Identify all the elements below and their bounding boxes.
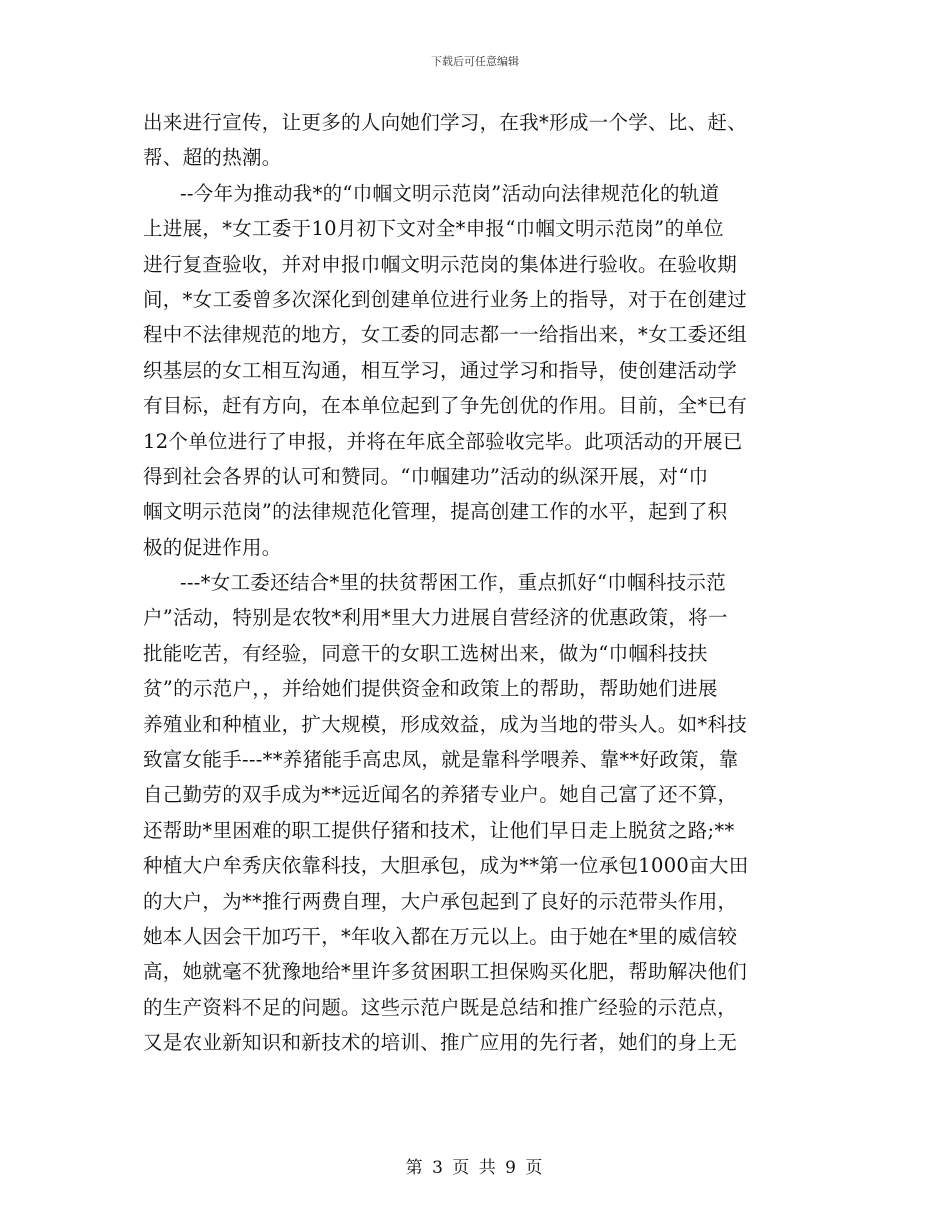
paragraph-start-line: --今年为推动我*的“巾帼文明示范岗”活动向法律规范化的轨道 — [180, 181, 720, 205]
text-line: 帼文明示范岗”的法律规范化管理，提高创建工作的水平，起到了积 — [143, 500, 728, 524]
text-line: 高，她就毫不犹豫地给*里许多贫困职工担保购买化肥，帮助解决他们 — [143, 960, 748, 984]
text-line: 的大户，为**推行两费自理，大户承包起到了良好的示范带头作用， — [143, 889, 738, 913]
text-line: 织基层的女工相互沟通，相互学习，通过学习和指导，使创建活动学 — [143, 358, 738, 382]
text-line: 的生产资料不足的问题。这些示范户既是总结和推广经验的示范点， — [143, 995, 738, 1019]
text-line: 她本人因会干加巧干，*年收入都在万元以上。由于她在*里的威信较 — [143, 924, 738, 948]
page-number-footer: 第 3 页 共 9 页 — [405, 1158, 545, 1178]
text-line: 上进展，*女工委于10月初下文对全*申报“巾帼文明示范岗”的单位 — [143, 217, 724, 241]
text-line: 还帮助*里困难的职工提供仔猪和技术，让他们早日走上脱贫之路;** — [143, 818, 735, 842]
text-line: 又是农业新知识和新技术的培训、推广应用的先行者，她们的身上无 — [143, 1031, 738, 1055]
text-line: 种植大户牟秀庆依靠科技，大胆承包，成为**第一位承包1000亩大田 — [143, 854, 749, 878]
text-line: 程中不法律规范的地方，女工委的同志都一一给指出来，*女工委还组 — [143, 323, 748, 347]
page-header: 下载后可任意编辑 — [431, 55, 519, 68]
text-line: 致富女能手---**养猪能手高忠凤，就是靠科学喂养、靠**好政策，靠 — [143, 748, 739, 772]
text-line: 养殖业和种植业，扩大规模，形成效益，成为当地的带头人。如*科技 — [143, 712, 748, 736]
text-line: 12个单位进行了申报，并将在年底全部验收完毕。此项活动的开展已 — [143, 429, 743, 453]
paragraph-start-line: ---*女工委还结合*里的扶贫帮困工作，重点抓好“巾帼科技示范 — [180, 571, 727, 595]
document-body — [143, 105, 813, 1061]
text-line: 帮、超的热潮。 — [143, 146, 282, 170]
text-line: 自己勤劳的双手成为**远近闻名的养猪专业户。她自己富了还不算， — [143, 783, 738, 807]
text-line: 得到社会各界的认可和赞同。“巾帼建功”活动的纵深开展，对“巾 — [143, 464, 709, 488]
text-line: 户”活动，特别是农牧*利用*里大力进展自营经济的优惠政策，将一 — [143, 606, 728, 630]
text-line: 极的促进作用。 — [143, 535, 282, 559]
text-line: 出来进行宣传，让更多的人向她们学习，在我*形成一个学、比、赶、 — [143, 111, 748, 134]
text-line: 批能吃苦，有经验，同意干的女职工选树出来，做为“巾帼科技扶 — [143, 641, 708, 665]
text-line: 进行复查验收，并对申报巾帼文明示范岗的集体进行验收。在验收期 — [143, 252, 738, 276]
text-line: 间，*女工委曾多次深化到创建单位进行业务上的指导，对于在创建过 — [143, 287, 748, 311]
text-line: 贫”的示范户，，并给她们提供资金和政策上的帮助，帮助她们进展 — [143, 677, 718, 701]
text-line: 有目标，赶有方向，在本单位起到了争先创优的作用。目前，全*已有 — [143, 394, 748, 418]
